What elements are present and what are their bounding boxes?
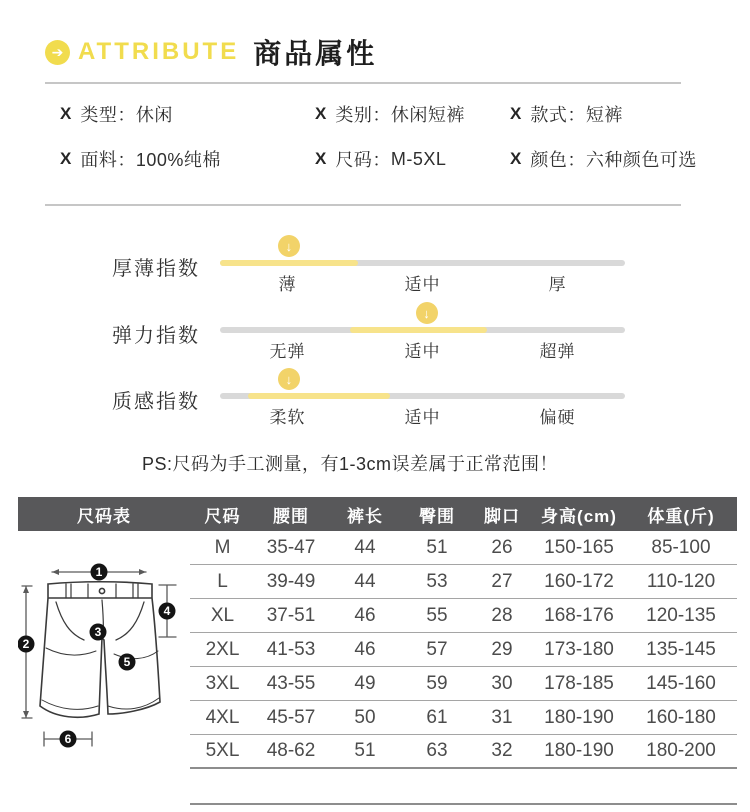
shorts-measurement-diagram	[18, 538, 190, 778]
attribute-list	[60, 101, 700, 172]
attribute-value: 休闲短裤	[390, 105, 465, 125]
value-cell: 39-49	[266, 570, 316, 592]
header-en-title: ATTRIBUTE	[78, 38, 240, 65]
slider-labels	[220, 270, 625, 295]
value-cell: 41-53	[266, 638, 316, 660]
badge-6: 6	[64, 732, 72, 747]
slider	[220, 302, 625, 362]
attribute-value: 休闲	[135, 105, 173, 125]
index-option: 厚	[548, 275, 567, 294]
x-bullet-icon: X	[510, 149, 522, 168]
shorts-outline	[40, 582, 160, 718]
index-name: 质感指数	[112, 391, 200, 413]
down-arrow-marker-icon: ↓	[416, 302, 438, 324]
index-option: 适中	[404, 408, 441, 427]
value-cell: 29	[491, 638, 513, 660]
value-cell: 150-165	[544, 536, 614, 558]
slider	[220, 235, 625, 295]
section-header	[45, 32, 377, 72]
column-header: 尺码	[204, 506, 241, 526]
slider	[220, 368, 625, 428]
value-cell: 180-200	[646, 740, 716, 761]
value-cell: 160-180	[646, 706, 716, 728]
size-table-header	[18, 497, 737, 531]
badge-2: 2	[22, 637, 30, 652]
size-cell: M	[214, 536, 231, 558]
value-cell: 178-185	[544, 672, 614, 694]
index-row-elasticity	[0, 302, 750, 368]
index-name: 弹力指数	[112, 325, 200, 347]
size-cell: 4XL	[205, 706, 240, 728]
value-cell: 49	[354, 672, 376, 694]
index-row-thickness	[0, 235, 750, 301]
value-cell: 168-176	[544, 604, 614, 626]
value-cell: 110-120	[646, 570, 716, 592]
value-cell: 59	[426, 672, 448, 694]
index-option: 薄	[278, 275, 297, 294]
value-cell: 31	[491, 706, 513, 728]
slider-labels	[220, 337, 625, 362]
attribute-label: 尺码：	[335, 150, 391, 170]
value-cell: 180-190	[544, 740, 614, 761]
value-cell: 46	[354, 604, 376, 626]
badge-3: 3	[94, 625, 102, 640]
slider-fill	[220, 260, 358, 266]
attribute-item-style	[510, 101, 700, 127]
x-bullet-icon: X	[315, 104, 327, 123]
value-cell: 50	[354, 706, 376, 728]
value-cell: 46	[354, 638, 376, 660]
x-bullet-icon: X	[510, 104, 522, 123]
table-row	[190, 565, 737, 599]
table-row	[190, 633, 737, 667]
arrow-right-circle-icon: ➔	[45, 40, 70, 65]
index-option: 偏硬	[539, 408, 576, 427]
value-cell: 120-135	[646, 604, 716, 626]
value-cell: 35-47	[266, 536, 316, 558]
badge-1: 1	[95, 565, 103, 580]
size-table-title: 尺码表	[77, 506, 131, 526]
value-cell: 61	[426, 706, 448, 728]
badge-5: 5	[123, 655, 131, 670]
attribute-label: 类别：	[335, 105, 391, 125]
attribute-value: M-5XL	[390, 148, 447, 169]
table-row	[190, 667, 737, 701]
table-row	[190, 599, 737, 633]
value-cell: 44	[354, 536, 376, 558]
attribute-item-fabric	[60, 146, 315, 172]
index-name: 厚薄指数	[112, 258, 200, 280]
value-cell: 160-172	[544, 570, 614, 592]
index-option: 超弹	[539, 342, 576, 361]
value-cell: 43-55	[266, 672, 316, 694]
measurement-lines	[22, 569, 176, 746]
column-header: 体重(斤)	[647, 506, 715, 526]
value-cell: 37-51	[266, 604, 316, 626]
value-cell: 48-62	[266, 740, 316, 761]
value-cell: 180-190	[544, 706, 614, 728]
slider-track	[220, 260, 625, 266]
size-table-body	[190, 531, 737, 805]
slider-track	[220, 327, 625, 333]
size-cell: 3XL	[205, 672, 240, 694]
value-cell: 57	[426, 638, 448, 660]
table-row	[190, 701, 737, 735]
size-cell: L	[217, 570, 228, 592]
attribute-label: 类型：	[80, 105, 136, 125]
index-option: 适中	[404, 342, 441, 361]
attribute-value: 100%纯棉	[135, 150, 221, 170]
value-cell: 44	[354, 570, 376, 592]
table-row	[190, 531, 737, 565]
value-cell: 51	[426, 536, 448, 558]
index-option: 柔软	[269, 408, 306, 427]
column-header: 腰围	[273, 506, 309, 526]
index-option: 无弹	[269, 342, 306, 361]
table-row	[190, 735, 737, 769]
slider-fill	[248, 393, 390, 399]
value-cell: 63	[426, 740, 448, 761]
value-cell: 26	[491, 536, 513, 558]
attribute-value: 短裤	[585, 105, 623, 125]
x-bullet-icon: X	[60, 104, 72, 123]
down-arrow-marker-icon: ↓	[278, 368, 300, 390]
down-arrow-marker-icon: ↓	[278, 235, 300, 257]
x-bullet-icon: X	[315, 149, 327, 168]
attribute-item-type	[60, 101, 315, 127]
value-cell: 55	[426, 604, 448, 626]
column-header: 身高(cm)	[541, 506, 617, 526]
measurement-note: PS:尺码为手工测量，有1-3cm误差属于正常范围！	[141, 454, 559, 474]
value-cell: 30	[491, 672, 513, 694]
value-cell: 51	[354, 740, 376, 761]
slider-track	[220, 393, 625, 399]
value-cell: 45-57	[266, 706, 316, 728]
value-cell: 28	[491, 604, 513, 626]
divider	[45, 82, 681, 84]
index-row-texture	[0, 368, 750, 434]
size-cell: 5XL	[205, 740, 240, 761]
attribute-item-size	[315, 146, 510, 172]
value-cell: 173-180	[544, 638, 614, 660]
attribute-label: 面料：	[80, 150, 136, 170]
value-cell: 85-100	[651, 536, 711, 558]
badge-4: 4	[163, 604, 171, 619]
value-cell: 32	[491, 740, 513, 761]
column-header: 脚口	[484, 506, 520, 526]
size-cell: 2XL	[205, 638, 240, 660]
attribute-item-category	[315, 101, 510, 127]
size-cell: XL	[210, 604, 235, 626]
index-option: 适中	[404, 275, 441, 294]
column-header: 裤长	[347, 506, 383, 526]
value-cell: 27	[491, 570, 513, 592]
value-cell: 53	[426, 570, 448, 592]
page-title: 商品属性	[253, 38, 378, 69]
value-cell: 145-160	[646, 672, 716, 694]
slider-labels	[220, 403, 625, 428]
attribute-label: 款式：	[530, 105, 586, 125]
column-header: 臀围	[419, 506, 455, 526]
attribute-value: 六种颜色可选	[585, 150, 697, 170]
attribute-label: 颜色：	[530, 150, 586, 170]
attribute-item-color	[510, 146, 700, 172]
value-cell: 135-145	[646, 638, 716, 660]
table-row-empty	[190, 769, 737, 805]
slider-fill	[350, 327, 488, 333]
x-bullet-icon: X	[60, 149, 72, 168]
divider	[45, 204, 681, 206]
